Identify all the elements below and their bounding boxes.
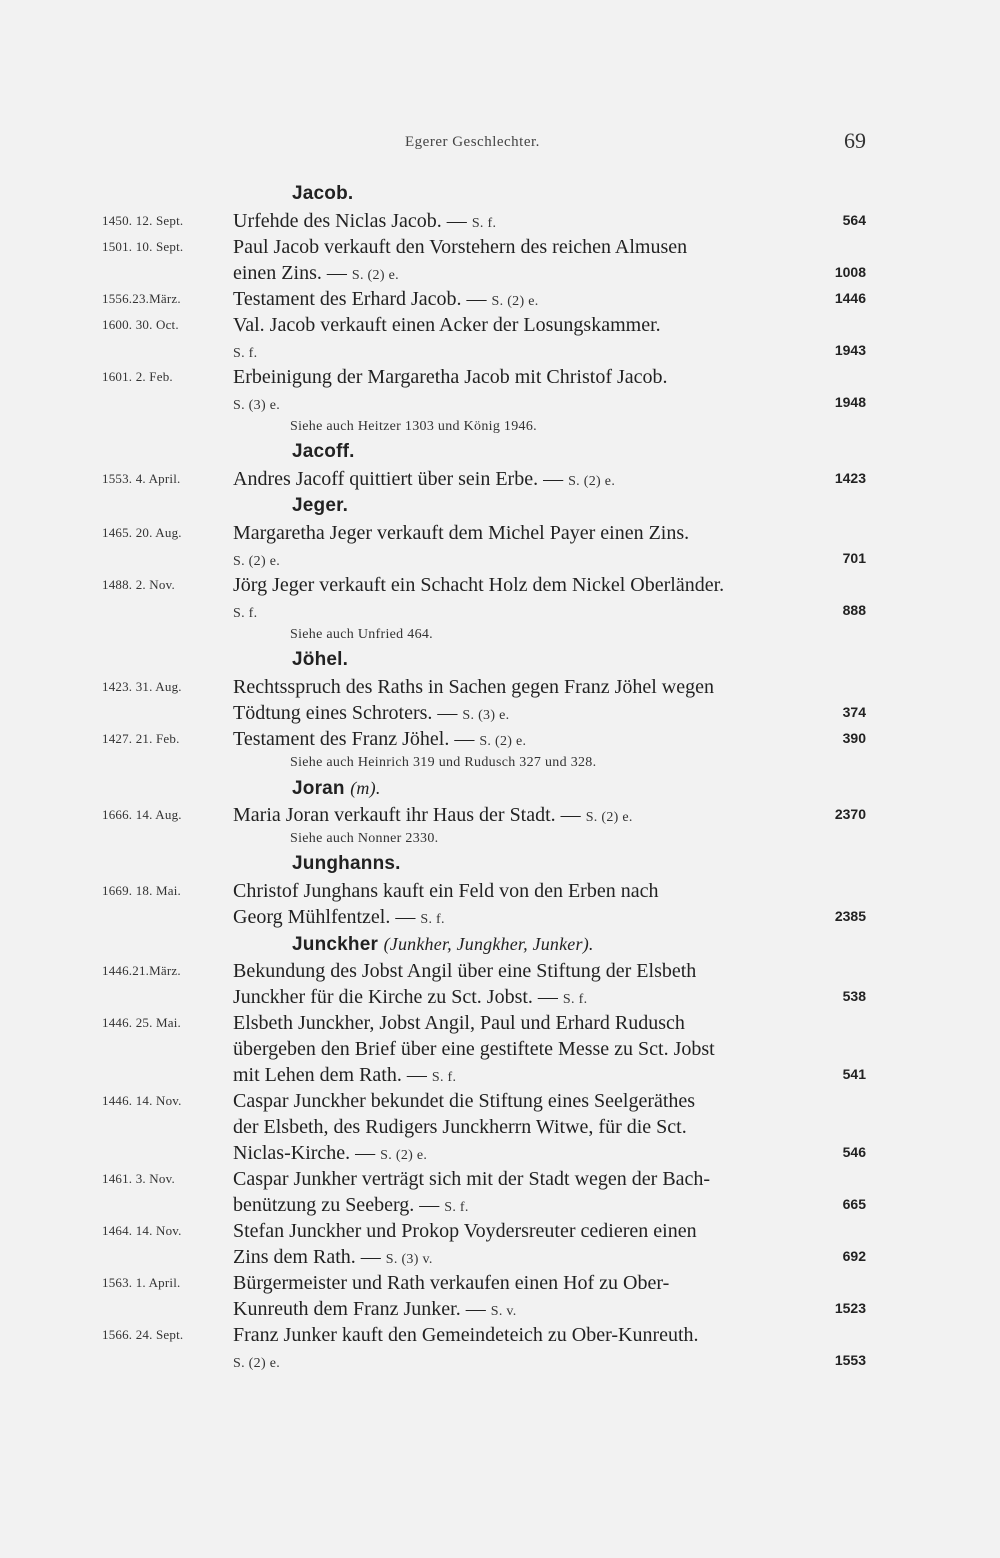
source-abbreviation: S. (2) e. bbox=[233, 554, 281, 569]
register-entry bbox=[0, 802, 1000, 828]
entry-date: 1446.21.März. bbox=[102, 963, 181, 978]
entry-line bbox=[233, 546, 876, 572]
entry-line: Maria Joran verkauft ihr Haus der Stadt. — S. (2) e. bbox=[233, 804, 633, 826]
cross-reference-note: Siehe auch Heitzer 1303 und König 1946. bbox=[290, 419, 537, 434]
document-number: 2370 bbox=[834, 806, 866, 822]
entry-line: einen Zins. — S. (2) e. bbox=[233, 262, 399, 284]
document-number: 692 bbox=[842, 1248, 866, 1264]
entry-date: 1450. 12. Sept. bbox=[102, 213, 184, 228]
entry-date: 1666. 14. Aug. bbox=[102, 807, 182, 822]
document-number: 390 bbox=[842, 730, 866, 746]
entry-line: Bürgermeister und Rath verkaufen einen Hof zu Ober- bbox=[233, 1272, 670, 1294]
entry-date: 1465. 20. Aug. bbox=[102, 525, 182, 540]
entry-line bbox=[233, 598, 876, 624]
family-name: Joran bbox=[292, 778, 345, 799]
document-number: 701 bbox=[842, 550, 866, 566]
entry-line: Bekundung des Jobst Angil über eine Stiftung der Elsbeth bbox=[233, 960, 697, 982]
entry-text bbox=[233, 802, 876, 828]
entry-line: Rechtsspruch des Raths in Sachen gegen Franz Jöhel wegen bbox=[233, 676, 714, 698]
family-name: Jöhel. bbox=[292, 649, 349, 670]
entry-line: Jörg Jeger verkauft ein Schacht Holz dem Nickel Oberländer. bbox=[233, 574, 725, 596]
entry-line: Kunreuth dem Franz Junker. — S. v. bbox=[233, 1298, 517, 1320]
family-name: Junghanns. bbox=[292, 853, 401, 874]
entry-line bbox=[233, 390, 876, 416]
entry-line: Junckher für die Kirche zu Sct. Jobst. — S. f. bbox=[233, 986, 588, 1008]
document-number: 1423 bbox=[834, 470, 866, 486]
document-number: 546 bbox=[842, 1144, 866, 1160]
source-abbreviation: S. f. bbox=[562, 992, 588, 1007]
entry-text bbox=[233, 1166, 876, 1218]
cross-reference-note: Siehe auch Unfried 464. bbox=[290, 627, 433, 642]
register-entry bbox=[0, 1088, 1000, 1166]
document-number: 1446 bbox=[834, 290, 866, 306]
entry-text bbox=[233, 234, 876, 286]
family-name: Jeger. bbox=[292, 495, 349, 516]
entry-text bbox=[233, 520, 876, 572]
document-number: 1008 bbox=[834, 264, 866, 280]
cross-reference-note: Siehe auch Nonner 2330. bbox=[290, 831, 439, 846]
entry-date: 1600. 30. Oct. bbox=[102, 317, 179, 332]
entry-line: Testament des Erhard Jacob. — S. (2) e. bbox=[233, 288, 539, 310]
entry-date: 1669. 18. Mai. bbox=[102, 883, 181, 898]
register-entry bbox=[0, 674, 1000, 726]
register-entry bbox=[0, 1218, 1000, 1270]
entry-line: Christof Junghans kauft ein Feld von den Erben nach bbox=[233, 880, 659, 902]
register-entry bbox=[0, 572, 1000, 624]
source-abbreviation: S. (2) e. bbox=[491, 294, 539, 309]
entry-date: 1423. 31. Aug. bbox=[102, 679, 182, 694]
entry-text bbox=[233, 878, 876, 930]
entry-text bbox=[233, 312, 876, 364]
source-abbreviation: S. (2) e. bbox=[585, 810, 633, 825]
entry-line: Caspar Junkher verträgt sich mit der Stadt wegen der Bach- bbox=[233, 1168, 711, 1190]
entry-date: 1563. 1. April. bbox=[102, 1275, 181, 1290]
cross-reference-note: Siehe auch Heinrich 319 und Rudusch 327 und 328. bbox=[290, 755, 597, 770]
entry-line: Zins dem Rath. — S. (3) v. bbox=[233, 1246, 433, 1268]
document-number: 541 bbox=[842, 1066, 866, 1082]
source-abbreviation: S. (2) e. bbox=[351, 268, 399, 283]
register-entry bbox=[0, 878, 1000, 930]
register-entry bbox=[0, 286, 1000, 312]
family-name-variants: (m). bbox=[350, 778, 381, 798]
entry-line: benützung zu Seeberg. — S. f. bbox=[233, 1194, 469, 1216]
family-heading bbox=[292, 492, 1000, 520]
register-entry bbox=[0, 312, 1000, 364]
entry-line bbox=[233, 338, 876, 364]
entry-line: Margaretha Jeger verkauft dem Michel Payer einen Zins. bbox=[233, 522, 690, 544]
entry-line: Paul Jacob verkauft den Vorstehern des reichen Almusen bbox=[233, 236, 688, 258]
entry-line: Elsbeth Junckher, Jobst Angil, Paul und Erhard Rudusch bbox=[233, 1012, 685, 1034]
entry-line: Val. Jacob verkauft einen Acker der Losungskammer. bbox=[233, 314, 661, 336]
entry-line: Stefan Junckher und Prokop Voydersreuter cedieren einen bbox=[233, 1220, 697, 1242]
register-sections bbox=[0, 180, 1000, 1374]
entry-date: 1488. 2. Nov. bbox=[102, 577, 175, 592]
entry-line: Niclas-Kirche. — S. (2) e. bbox=[233, 1142, 428, 1164]
entry-date: 1446. 25. Mai. bbox=[102, 1015, 181, 1030]
family-name: Jacoff. bbox=[292, 441, 355, 462]
entry-date: 1461. 3. Nov. bbox=[102, 1171, 175, 1186]
source-abbreviation: S. f. bbox=[471, 216, 497, 231]
family-name-variants: (Junkher, Jungkher, Junker). bbox=[383, 934, 594, 954]
source-abbreviation: S. f. bbox=[233, 606, 258, 621]
source-abbreviation: S. v. bbox=[490, 1304, 517, 1319]
register-entry bbox=[0, 364, 1000, 416]
family-heading bbox=[292, 930, 1000, 958]
entry-text bbox=[233, 466, 876, 492]
source-abbreviation: S. (3) e. bbox=[462, 708, 510, 723]
entry-date: 1446. 14. Nov. bbox=[102, 1093, 182, 1108]
entry-text bbox=[233, 1218, 876, 1270]
entry-text bbox=[233, 572, 876, 624]
entry-line: übergeben den Brief über eine gestiftete Messe zu Sct. Jobst bbox=[233, 1038, 715, 1060]
register-entry bbox=[0, 1010, 1000, 1088]
entry-date: 1553. 4. April. bbox=[102, 471, 181, 486]
entry-line bbox=[233, 1348, 876, 1374]
family-heading bbox=[292, 180, 1000, 208]
document-number: 1523 bbox=[834, 1300, 866, 1316]
running-head bbox=[0, 128, 1000, 158]
entry-line: der Elsbeth, des Rudigers Junckherrn Witwe, für die Sct. bbox=[233, 1116, 687, 1138]
family-heading bbox=[292, 646, 1000, 674]
source-abbreviation: S. (3) v. bbox=[385, 1252, 433, 1267]
entry-line: Erbeinigung der Margaretha Jacob mit Christof Jacob. bbox=[233, 366, 668, 388]
source-abbreviation: S. (2) e. bbox=[479, 734, 527, 749]
entry-date: 1601. 2. Feb. bbox=[102, 369, 173, 384]
register-entry bbox=[0, 1166, 1000, 1218]
source-abbreviation: S. f. bbox=[431, 1070, 457, 1085]
entry-line: Georg Mühlfentzel. — S. f. bbox=[233, 906, 445, 928]
entry-text bbox=[233, 674, 876, 726]
document-number: 888 bbox=[842, 602, 866, 618]
document-number: 538 bbox=[842, 988, 866, 1004]
document-number: 564 bbox=[842, 212, 866, 228]
document-number: 374 bbox=[842, 704, 866, 720]
register-entry bbox=[0, 726, 1000, 752]
source-abbreviation: S. (3) e. bbox=[233, 398, 281, 413]
entry-text bbox=[233, 1270, 876, 1322]
entry-date: 1556.23.März. bbox=[102, 291, 181, 306]
entry-date: 1464. 14. Nov. bbox=[102, 1223, 182, 1238]
document-number: 1948 bbox=[834, 394, 866, 410]
document-number: 665 bbox=[842, 1196, 866, 1212]
source-abbreviation: S. (2) e. bbox=[568, 474, 616, 489]
entry-date: 1501. 10. Sept. bbox=[102, 239, 184, 254]
source-abbreviation: S. f. bbox=[233, 346, 258, 361]
entry-line: Caspar Junckher bekundet die Stiftung eines Seelgeräthes bbox=[233, 1090, 696, 1112]
family-heading bbox=[292, 850, 1000, 878]
family-heading bbox=[292, 438, 1000, 466]
source-abbreviation: S. f. bbox=[444, 1200, 469, 1215]
entry-text bbox=[233, 1010, 876, 1088]
register-entry bbox=[0, 1270, 1000, 1322]
family-name: Junckher bbox=[292, 934, 379, 955]
register-entry bbox=[0, 958, 1000, 1010]
entry-line: Tödtung eines Schroters. — S. (3) e. bbox=[233, 702, 510, 724]
entry-text bbox=[233, 1088, 876, 1166]
entry-date: 1566. 24. Sept. bbox=[102, 1327, 184, 1342]
entry-line: mit Lehen dem Rath. — S. f. bbox=[233, 1064, 457, 1086]
document-number: 2385 bbox=[834, 908, 866, 924]
entry-text bbox=[233, 208, 876, 234]
entry-text bbox=[233, 1322, 876, 1374]
entry-line: Andres Jacoff quittiert über sein Erbe. — S. (2) e. bbox=[233, 468, 616, 490]
entry-text bbox=[233, 364, 876, 416]
register-entry bbox=[0, 520, 1000, 572]
source-abbreviation: S. f. bbox=[420, 912, 445, 927]
source-abbreviation: S. (2) e. bbox=[233, 1356, 281, 1371]
register-entry bbox=[0, 1322, 1000, 1374]
register-entry bbox=[0, 208, 1000, 234]
entry-line: Testament des Franz Jöhel. — S. (2) e. bbox=[233, 728, 527, 750]
entry-text bbox=[233, 726, 876, 752]
register-entry bbox=[0, 234, 1000, 286]
document-number: 1943 bbox=[834, 342, 866, 358]
entry-line: Franz Junker kauft den Gemeindeteich zu Ober-Kunreuth. bbox=[233, 1324, 699, 1346]
entry-text bbox=[233, 286, 876, 312]
register-entry bbox=[0, 466, 1000, 492]
running-title: Egerer Geschlechter. bbox=[405, 134, 540, 150]
entry-text bbox=[233, 958, 876, 1010]
family-name: Jacob. bbox=[292, 183, 354, 204]
source-abbreviation: S. (2) e. bbox=[380, 1148, 428, 1163]
document-number: 1553 bbox=[834, 1352, 866, 1368]
entry-date: 1427. 21. Feb. bbox=[102, 731, 180, 746]
family-heading bbox=[292, 774, 1000, 802]
entry-line: Urfehde des Niclas Jacob. — S. f. bbox=[233, 210, 497, 232]
page-number: 69 bbox=[844, 128, 866, 153]
